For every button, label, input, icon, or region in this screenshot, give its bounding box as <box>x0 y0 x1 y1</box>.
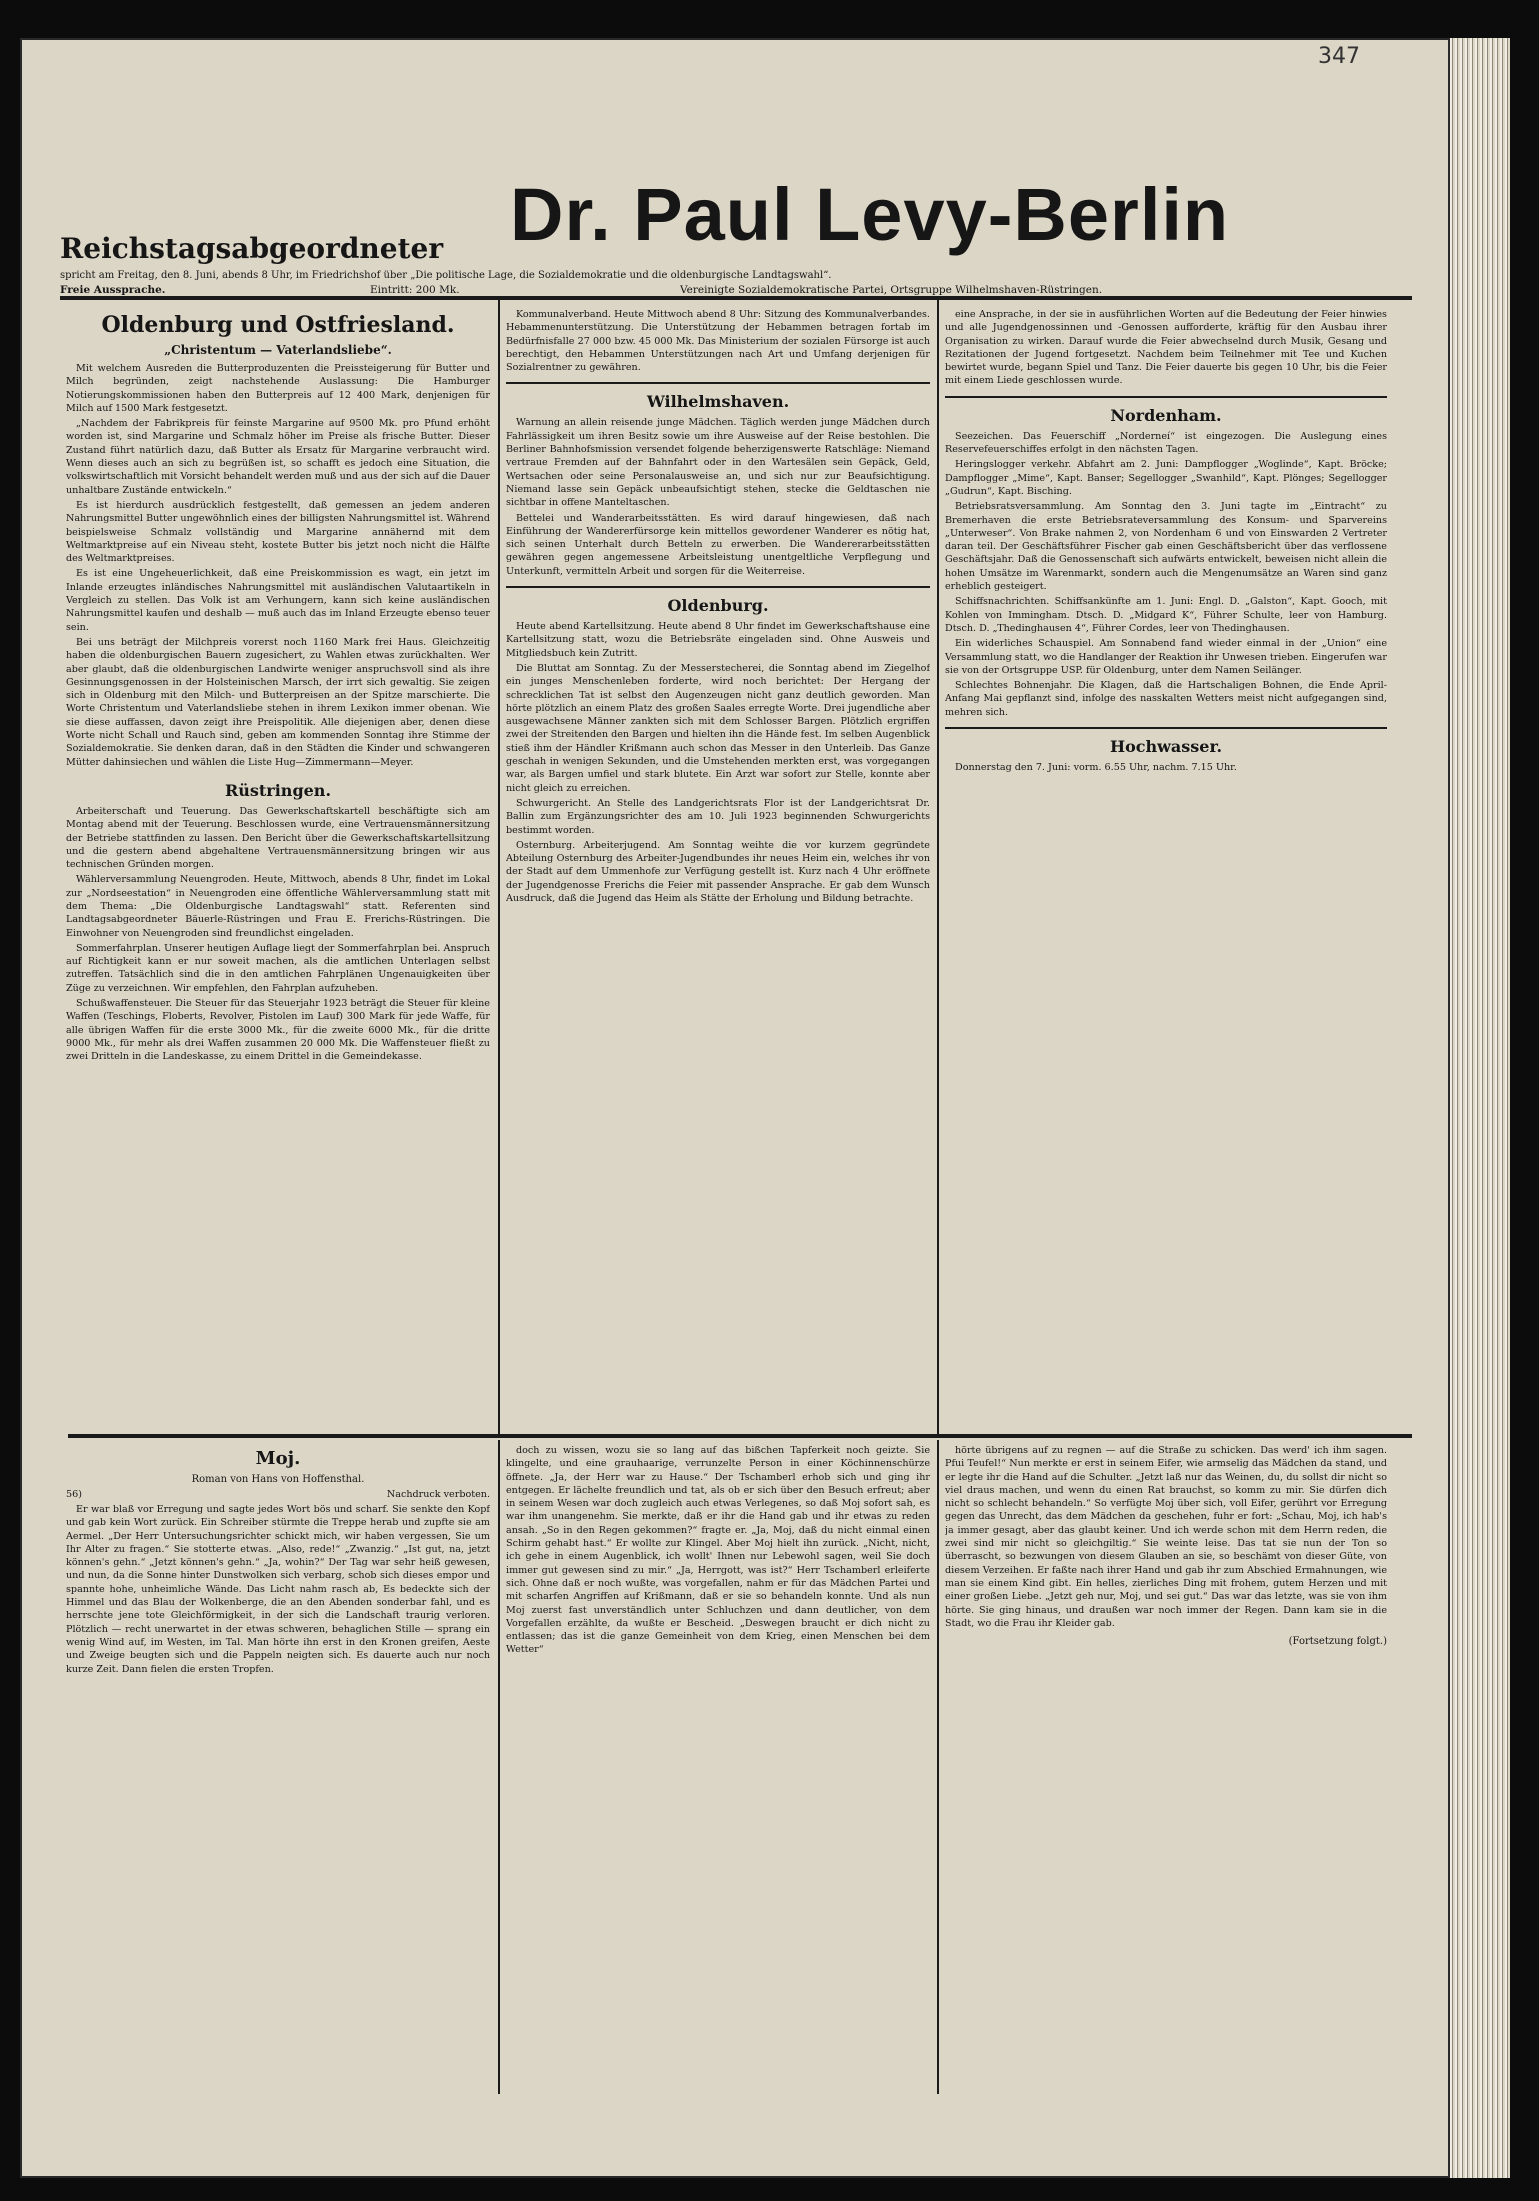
news-item: Betriebsratsversammlung. Am Sonntag den 3. Juni tagte im „Eintracht“ zu Bremerhaven die erste Betriebsrateversammlung des Konsum- und Sparvereins „Unterweser“. Von Brake nahmen 2, von Nordenham 6 und von Einswarden 2 Vertreter daran teil. Der Geschäftsführer Fischer gab einen Geschäftsbericht über das verflossene Geschäftsjahr. Daß die Genossenschaft sich aufwärts entwickelt, beweisen nicht allein die hohen Umsätze im Warenmarkt, sondern auch die Mengenumsätze an Waren sind ganz erheblich gesteigert. <box>945 501 1387 593</box>
tide-times: Donnerstag den 7. Juni: vorm. 6.55 Uhr, nachm. 7.15 Uhr. <box>955 762 1237 774</box>
section-title-ruestringen: Rüstringen. <box>224 780 332 800</box>
column-oldenburg <box>66 308 490 1428</box>
continuation-notice: (Fortsetzung folgt.) <box>1288 1636 1387 1648</box>
section-rule <box>945 396 1387 398</box>
section-rule <box>506 586 930 588</box>
column-divider-1 <box>498 300 500 1434</box>
banner-rule <box>60 296 1412 300</box>
serial-title: Moj. <box>255 1448 301 1469</box>
section-rule <box>945 727 1387 729</box>
article-paragraph: Es ist eine Ungeheuerlichkeit, daß eine Preiskommission es wagt, ein jetzt im Inlande erzeugtes inländisches Nahrungsmittel mit ausländischen Valutaartikeln in Vergleich zu stellen. Das Volk ist am Verhungern, kann sich keine ausländischen Nahrungsmittel kaufen und deshalb — muß auch das im Inland Erzeugte ebenso teuer sein. <box>66 568 490 633</box>
banner-line2-mid: Eintritt: 200 Mk. <box>370 284 460 296</box>
news-item: Kommunalverband. Heute Mittwoch abend 8 Uhr: Sitzung des Kommunalverbandes. Hebammenunterstützung. Die Unterstützung der Hebammen betragen fortab im Bedürfnisfalle 27 000 bzw. 45 000 Mk. Das Ministerium der sozialen Fürsorge ist auch berechtigt, den Hebammen Unterstützungen nach Art und Umfang derjenigen für Sozialrentner zu gewähren. <box>506 309 930 374</box>
serial-rule <box>68 1434 1412 1438</box>
newspaper-page <box>20 38 1450 2178</box>
page-number: 347 <box>1318 44 1360 69</box>
news-item: eine Ansprache, in der sie in ausführlichen Worten auf die Bedeutung der Feier hinwies und alle Jugendgenossinnen und -Genossen aufforderte, kräftig für den Ausbau ihrer Organisation zu wirken. Darauf wurde die Feier abwechselnd durch Musik, Gesang und Rezitationen der Jugend fortgesetzt. Nachdem beim Teilnehmer mit Tee und Kuchen bewirtet wurde, begann Spiel und Tanz. Die Feier dauerte bis gegen 10 Uhr, bis die Feier mit einem Liede geschlossen wurde. <box>945 309 1387 387</box>
serial-column-2 <box>506 1444 930 2094</box>
section-title-nordenham: Nordenham. <box>1110 405 1222 425</box>
serial-text: hörte übrigens auf zu regnen — auf die Straße zu schicken. Das werd' ich ihm sagen. Pfui Teufel!“ Nun merkte er erst in seinem Eifer, wie armselig das Mädchen da stand, und er legte ihr die Hand auf die Schulter. „Jetzt laß nur das Weinen, du, du sollst dir nicht so viel draus machen, und wenn du einen Rat brauchst, so komm zu mir. Sie dürfen dich nicht so schlecht behandeln.“ So verfügte Moj über sich, voll Eifer, gerührt vor Erregung gegen das Unrecht, das dem Mädchen da geschehen, fuhr er fort: „Schau, Moj, ich hab's ja immer gesagt, aber das glaubt keiner. Und ich werde schon mit dem Herrn reden, die zwei sind mir nicht so gleichgiltig.“ Sie weinte leise. Das tat sie nun der Ton so überrascht, so bezwungen von diesem Glauben an sie, so beschämt von dieser Güte, von diesem Verzeihen. Er faßte nach ihrer Hand und gab ihr zum Abschied Ermahnungen, wie man sie einem Kind gibt. Ein helles, zierliches Ding mit frohem, gutem Herzen und mit einer großen Liebe. „Jetzt geh nur, Moj, und sei gut.“ Das war das letzte, was sie von ihm hörte. Sie ging hinaus, und draußen war noch immer der Regen. Dann kam sie in die Stadt, wo die Frau ihr Kleider gab. <box>945 1445 1387 1629</box>
news-item: Ein widerliches Schauspiel. Am Sonnabend fand wieder einmal in der „Union“ eine Versammlung statt, wo die Handlanger der Reaktion ihr Unwesen trieben. Eingerufen war sie von der Ortsgruppe USP. für Oldenburg, unter dem Namen Seilänger. <box>945 638 1387 676</box>
serial-column-3 <box>945 1444 1387 2094</box>
news-item: Warnung an allein reisende junge Mädchen. Täglich werden junge Mädchen durch Fahrlässigkeit um ihren Besitz sowie um ihre Ausweise auf der Reise bestohlen. Die Berliner Bahnhofsmission versendet folgende beherzigenswerte Ratschläge: Niemand vertraue Fremden auf der Bahnfahrt oder in den Wartesälen sein Gepäck, Geld, Wertsachen oder seine Personalausweise an, und sich nur zur Beaufsichtigung. Niemand lasse sein Gepäck unbeaufsichtigt stehen, stecke die Geldtaschen nie sichtbar in offene Manteltaschen. <box>506 417 930 509</box>
column-wilhelmshaven <box>506 308 930 1428</box>
news-item: Sommerfahrplan. Unserer heutigen Auflage liegt der Sommerfahrplan bei. Anspruch auf Richtigkeit kann er nur soweit machen, als die amtlichen Unterlagen selbst zutreffen. Tatsächlich sind die in den amtlichen Fahrplänen Ungenauigkeiten über Züge zu verzeichnen. Wir empfehlen, den Fahrplan aufzuheben. <box>66 942 490 994</box>
banner-name: Dr. Paul Levy-Berlin <box>510 173 1230 256</box>
news-item: Seezeichen. Das Feuerschiff „Norderneí“ ist eingezogen. Die Auslegung eines Reservefeuerschiffes erfolgt in den nächsten Tagen. <box>945 430 1387 456</box>
news-item: Heute abend Kartellsitzung. Heute abend 8 Uhr findet im Gewerkschaftshause eine Kartellsitzung statt, wozu die Betriebsräte eingeladen sind. Ohne Ausweis und Mitgliedsbuch kein Zutritt. <box>506 621 930 659</box>
news-item: Schlechtes Bohnenjahr. Die Klagen, daß die Hartschaligen Bohnen, die Ende April-Anfang Mai gepflanzt sind, infolge des nasskalten Wetters meist nicht aufgegangen sind, mehren sich. <box>945 680 1387 718</box>
news-item: Schwurgericht. An Stelle des Landgerichtsrats Flor ist der Landgerichtsrat Dr. Ballin zum Ergänzungsrichter des am 10. Juli 1923 beginnenden Schwurgerichts bestimmt worden. <box>506 797 930 836</box>
column-divider-2 <box>937 300 939 1434</box>
banner-line2-right: Vereinigte Sozialdemokratische Partei, Ortsgruppe Wilhelmshaven-Rüstringen. <box>680 284 1103 296</box>
section-title-oldenburg: Oldenburg. <box>667 596 769 616</box>
article-paragraph: „Nachdem der Fabrikpreis für feinste Margarine auf 9500 Mk. pro Pfund erhöht worden ist, sind Margarine und Schmalz höher im Preise als frische Butter. Dieser Zustand führt natürlich dazu, daß Butter als Ersatz für Margarine verbraucht wird. Wenn dieses auch an sich zu begrüßen ist, so schafft es jedoch eine Situation, die volkswirtschaftlich mit Vorsicht behandelt werden muß und aus der sich auf die Dauer unhaltbare Zustände entwickeln.“ <box>66 418 490 496</box>
news-item: Bettelei und Wanderarbeitsstätten. Es wird darauf hingewiesen, daß nach Einführung der Wandererfürsorge kein mittellos gewordener Wanderer es nötig hat, sich seinen Unterhalt durch Betteln zu erwerben. Die Wandererarbeitsstätten gewähren gegen angemessene Arbeitsleistung unentgeltliche Verpflegung und Unterkunft, vermitteln Arbeit und sorgen für die Weiterreise. <box>506 512 930 577</box>
serial-text: Er war blaß vor Erregung und sagte jedes Wort bös und scharf. Sie senkte den Kopf und gab kein Wort zurück. Ein Schreiber stürmte die Treppe herab und zupfte sie am Aermel. „Der Herr Untersuchungsrichter schickt mich, wir haben vergessen, Sie um Ihr Alter zu fragen.“ Sie stotterte etwas. „Also, rede!“ „Zwanzig.“ „Ist gut, na, jetzt können's gehn.“ „Jetzt können's gehn.“ „Ja, wohin?“ Der Tag war sehr heiß gewesen, und nun, da die Sonne hinter Dunstwolken sich verbarg, schob sich dieses empor und spannte hohe, unheimliche Wände. Das Licht nahm rasch ab, Es bedeckte sich der Himmel und das Blau der Wolkenberge, die an den Abenden sonderbar fahl, und es herrschte jene tote Gleichförmigkeit, in der sich die Landschaft traurig verloren. Plötzlich — recht unerwartet in der etwas schweren, behaglichen Stille — sprang ein wenig Wind auf, im Westen, im Tal. Man hörte ihn erst in den Kronen greifen, Aeste und Zweige beugten sich und die Pappeln neigten sich. Es dauerte auch nur noch kurze Zeit. Dann fielen die ersten Tropfen. <box>66 1504 490 1675</box>
article-paragraph: Bei uns beträgt der Milchpreis vorerst noch 1160 Mark frei Haus. Gleichzeitig haben die oldenburgischen Bauern zugesichert, zu Wahlen etwas zurückhalten. Wer aber glaubt, daß die oldenburgischen Landwirte weniger anspruchsvoll sind als ihre Gesinnungsgenossen in der Holsteinischen Marsch, der irrt sich gewaltig. Sie zeigen sich in Oldenburg mit den Milch- und Butterpreisen an der Spitze marschierte. Die Worte Christentum und Vaterlandsliebe stehen in ihrem Lexikon immer obenan. Wie sie diese auffassen, davon zeigt ihre Preispolitik. Alle diejenigen aber, denen diese Worte nicht Schall und Rauch sind, geben am kommenden Sonntag ihre Stimme der Sozialdemokratie. Sie denken daran, daß in den Städten die Kinder und schwangeren Mütter dahinsiechen und wählen die Liste Hug—Zimmermann—Meyer. <box>66 636 490 768</box>
column-nordenham <box>945 308 1387 1428</box>
section-rule <box>506 382 930 384</box>
article-subtitle: „Christentum — Vaterlandsliebe“. <box>164 343 392 357</box>
reprint-notice: Nachdruck verboten. <box>386 1489 490 1500</box>
book-page-edges <box>1450 38 1510 2178</box>
serial-installment-number: 56) <box>66 1489 82 1500</box>
serial-column-1 <box>66 1444 490 2094</box>
serial-divider-1 <box>498 1440 500 2094</box>
news-item: Wählerversammlung Neuengroden. Heute, Mittwoch, abends 8 Uhr, findet im Lokal zur „Nordseestation“ in Neuengroden eine öffentliche Wählerversammlung statt mit dem Thema: „Die Oldenburgische Landtagswahl“ statt. Referenten sind Landtagsabgeordneter Bäuerle-Rüstringen und Frau E. Frerichs-Rüstringen. Die Einwohner von Neuengroden sind freundlichst eingeladen. <box>66 874 490 939</box>
banner-line2-left: Freie Aussprache. <box>60 284 166 296</box>
serial-divider-2 <box>937 1440 939 2094</box>
news-item: Die Bluttat am Sonntag. Zu der Messerstecherei, die Sonntag abend im Ziegelhof ein junges Menschenleben forderte, wird noch berichtet: Der Hergang der schrecklichen Tat ist selbst den Augenzeugen nicht ganz deutlich geworden. Man hörte plötzlich an einem Platz des großen Saales erregte Worte. Drei jugendliche aber ausgewachsene Männer zankten sich mit dem Schlosser Bargen. Plötzlich ergriffen zwei der Streitenden den Bargen und hielten ihn die Hände fest. Im selben Augenblick stieß ihm der Händler Krißmann auch schon das Messer in den Unterleib. Das Ganze geschah in wenigen Sekunden, und die Umstehenden merkten erst, was vorgegangen war, als Bargen umfiel und stark blutete. Ein Arzt war sofort zur Stelle, konnte aber nicht gleich zu erreichen. <box>506 662 930 794</box>
section-title-oldenburg-ostfriesland: Oldenburg und Ostfriesland. <box>101 312 455 338</box>
news-item: Osternburg. Arbeiterjugend. Am Sonntag weihte die vor kurzem gegründete Abteilung Osternburg des Arbeiter-Jugendbundes ihr neues Heim ein, welches ihr von der Stadt auf dem Ummenhofe zur Verfügung gestellt ist. Kurz nach 4 Uhr eröffnete der Jugendgenosse Frerichs die Feier mit passender Ansprache. Er gab dem Wunsch Ausdruck, daß die Jugend das Heim als Stätte der Erholung und Bildung betrachte. <box>506 839 930 904</box>
serial-text: doch zu wissen, wozu sie so lang auf das bißchen Tapferkeit noch geizte. Sie klingelte, und eine grauhaarige, verrunzelte Person in einer Köchinnenschürze öffnete. „Ja, der Herr war zu Hause.“ Der Tschamberl erhob sich und ging ihr entgegen. Er lächelte freundlich und tat, als ob er sich über den Besuch erfreut; aber in seinem Wesen war doch zugleich auch etwas Verlegenes, so daß Moj sofort sah, es war ihm unangenehm. Sie merkte, daß er ihr die Hand gab und ihr etwas zu reden ansah. „So in den Regen gekommen?“ fragte er. „Ja, Moj, daß du nicht einmal einen Schirm gehabt hast.“ Er wollte zur Klingel. Aber Moj hielt ihn zurück. „Nicht, nicht, ich gehe in einem Augenblick, ich wollt' Ihnen nur Lebewohl sagen, weil Sie doch immer gut gewesen sind zu mir.“ „Ja, Herrgott, was ist?“ Herr Tschamberl erleiferte sich. Ohne daß er noch wußte, was vorgefallen, nahm er für das Mädchen Partei und mit scharfen Angriffen auf Krißmann, daß er sie so behandeln konnte. Und als nun Moj zuerst fast unverständlich unter Schluchzen und dann deutlicher, von dem Vorgefallen erzählte, da wußte er Bescheid. „Deswegen braucht er dich nicht zu entlassen; das ist die ganze Gemeinheit von dem Krieg, einen Menschen bei dem Wetter“ <box>506 1445 930 1656</box>
news-item: Schußwaffensteuer. Die Steuer für das Steuerjahr 1923 beträgt die Steuer für kleine Waffen (Teschings, Floberts, Revolver, Pistolen im Lauf) 300 Mark für jede Waffe, für alle übrigen Waffen für die erste 3000 Mk., für die zweite 6000 Mk., für die dritte 9000 Mk., für mehr als drei Waffen zusammen 20 000 Mk. Die Waffensteuer fließt zu zwei Dritteln in die Landeskasse, zu einem Drittel in die Gemeindekasse. <box>66 998 490 1063</box>
article-paragraph: Mit welchem Ausreden die Butterproduzenten die Preissteigerung für Butter und Milch begründen, zeigt nachstehende Auslassung: Die Hamburger Notierungskommissionen haben den Butterpreis auf 12 400 Mark, denjenigen für Milch auf 1500 Mark festgesetzt. <box>66 363 490 414</box>
banner-ad <box>40 102 1400 296</box>
news-item: Heringslogger verkehr. Abfahrt am 2. Juni: Dampflogger „Woglinde“, Kapt. Bröcke; Dampflogger „Mime“, Kapt. Banser; Segellogger „Swanhild“, Kapt. Plönges; Segellogger „Gudrun“, Kapt. Bisching. <box>945 459 1387 497</box>
banner-line1: spricht am Freitag, den 8. Juni, abends 8 Uhr, im Friedrichshof über „Die politische Lage, die Sozialdemokratie und die oldenburgische Landtagswahl“. <box>60 270 832 281</box>
banner-left-label: Reichstagsabgeordneter <box>60 232 444 265</box>
section-title-hochwasser: Hochwasser. <box>1109 737 1223 757</box>
news-item: Schiffsnachrichten. Schiffsankünfte am 1. Juni: Engl. D. „Galston“, Kapt. Gooch, mit Kohlen von Immingham. Dtsch. D. „Midgard K“, Führer Schulte, leer von Hamburg. Dtsch. D. „Thedinghausen 4“, Führer Cordes, leer von Thedinghausen. <box>945 596 1387 634</box>
serial-byline: Roman von Hans von Hoffensthal. <box>191 1474 365 1485</box>
article-paragraph: Es ist hierdurch ausdrücklich festgestellt, daß gemessen an jedem anderen Nahrungsmittel Butter ungewöhnlich eines der billigsten Nahrungsmittel ist. Während beispielsweise Schmalz vollständig und Margarine annähernd mit dem Weltmarktpreise auf ein Niveau steht, kostete Butter bis jetzt noch nicht die Hälfte des Weltmarktpreises. <box>66 499 490 565</box>
news-item: Arbeiterschaft und Teuerung. Das Gewerkschaftskartell beschäftigte sich am Montag abend mit der Teuerung. Beschlossen wurde, eine Vertrauensmännersitzung der Betriebe stattfinden zu lassen. Den Bericht über die Gewerkschaftskartellsitzung und die gestern abend abgehaltene Vertrauensmännersitzung bringen wir aus technischen Gründen morgen. <box>66 805 490 871</box>
section-title-wilhelmshaven: Wilhelmshaven. <box>646 392 790 412</box>
